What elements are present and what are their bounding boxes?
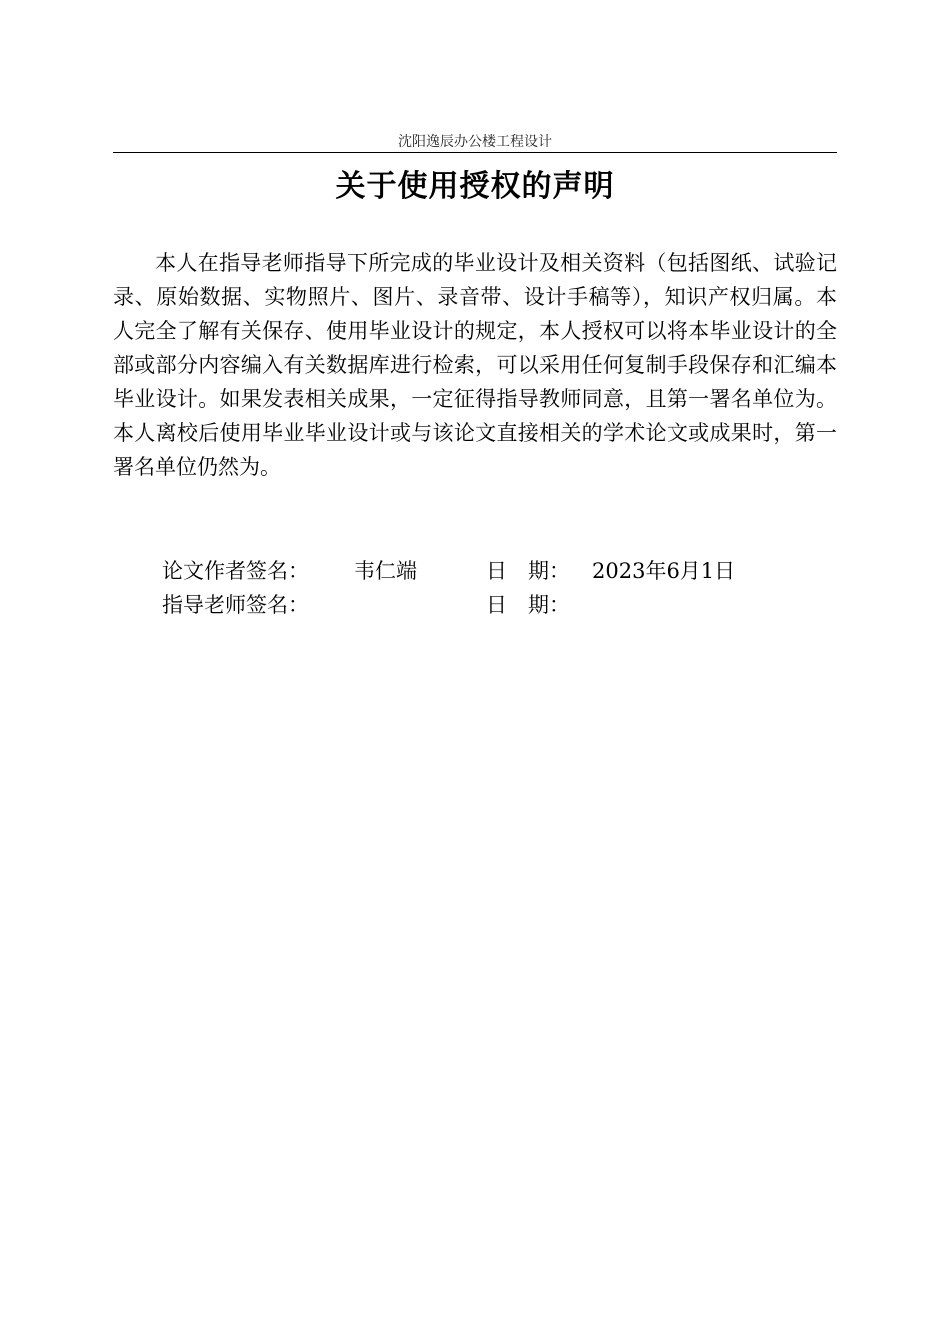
running-header: 沈阳逸辰办公楼工程设计 — [398, 134, 552, 150]
document-title: 关于使用授权的声明 — [335, 169, 615, 204]
author-date-value: 2023年6月1日 — [592, 559, 736, 583]
advisor-signature-label: 指导老师签名： — [162, 593, 309, 617]
advisor-date-label: 日 期： — [486, 593, 570, 617]
header-divider — [113, 152, 837, 153]
author-name: 韦仁端 — [354, 559, 417, 583]
author-signature-label: 论文作者签名： — [162, 559, 309, 583]
declaration-paragraph: 本人在指导老师指导下所完成的毕业设计及相关资料（包括图纸、试验记录、原始数据、实物照片、图片、录音带、设计手稿等），知识产权归属。本人完全了解有关保存、使用毕业设计的规定，本人授权可以将本毕业设计的全部或部分内容编入有关数据库进行检索，可以采用任何复制手段保存和汇编本毕业设计。如果发表相关成果，一定征得指导教师同意，且第一署名单位为。本人离校后使用毕业毕业设计或与该论文直接相关的学术论文或成果时，第一署名单位仍然为。 — [113, 251, 837, 479]
author-date-label: 日 期： — [486, 559, 570, 583]
